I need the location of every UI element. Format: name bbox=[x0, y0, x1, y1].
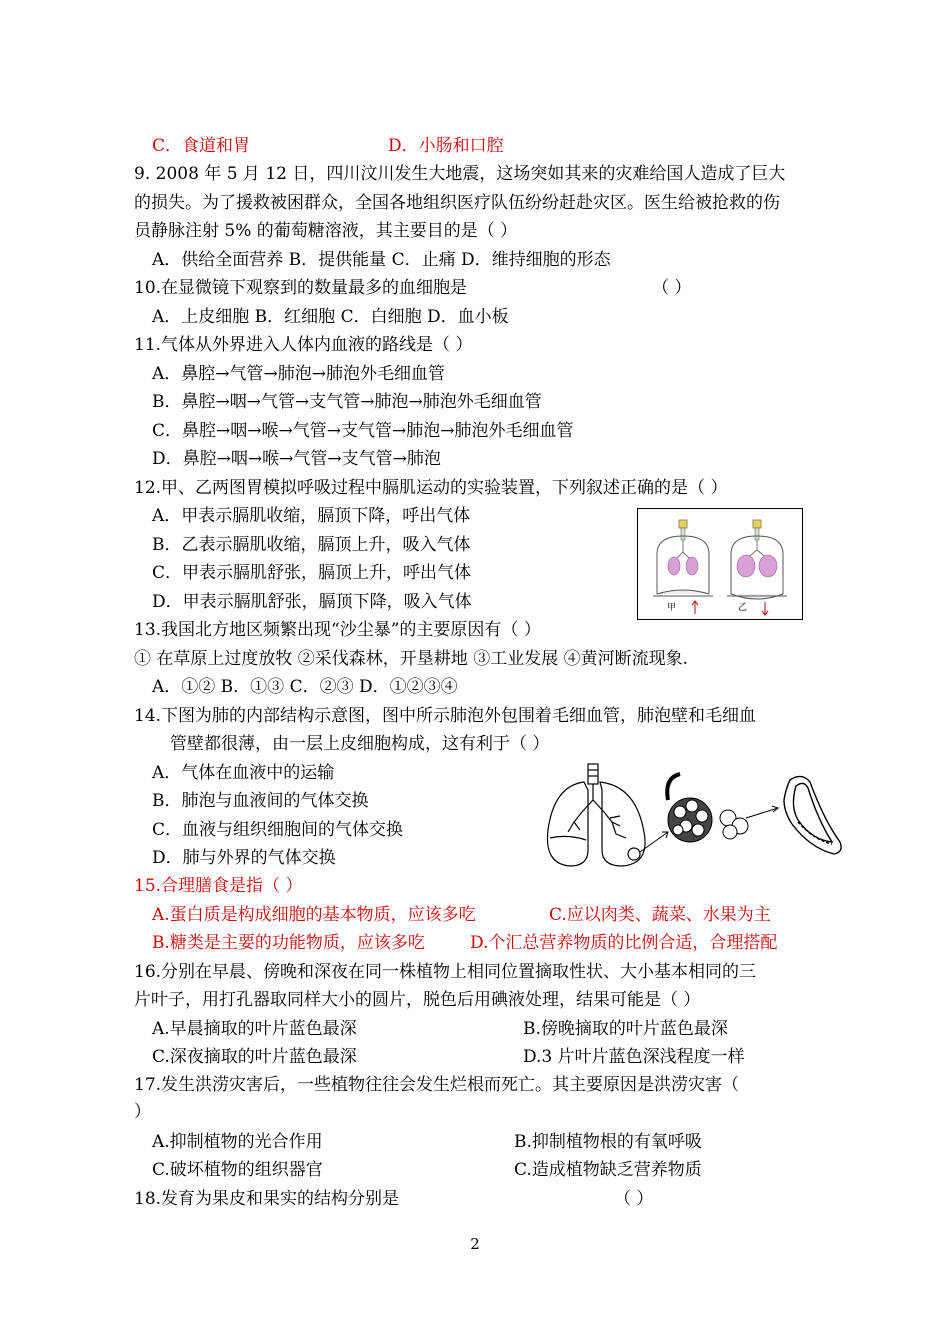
q16-stem-line1: 16.分别在早晨、傍晚和深夜在同一株植物上相同位置摘取性状、大小基本相同的三 bbox=[134, 962, 757, 982]
page-number: 2 bbox=[470, 1235, 480, 1253]
q9-stem-line2: 的损失。为了援救被困群众，全国各地组织医疗队伍纷纷赶赴灾区。医生给被抢救的伤 bbox=[134, 193, 780, 213]
q14-option-a: A．气体在血液中的运输 bbox=[152, 763, 335, 783]
bell-jar-diagram bbox=[637, 508, 803, 620]
q14-option-b: B．肺泡与血液间的气体交换 bbox=[152, 791, 369, 811]
q17-stem-line1: 17.发生洪涝灾害后，一些植物往往会发生烂根而死亡。其主要原因是洪涝灾害（ bbox=[134, 1075, 740, 1095]
fig-label-right: 乙 bbox=[738, 603, 748, 613]
q10-options: A．上皮细胞 B．红细胞 C．白细胞 D．血小板 bbox=[152, 307, 509, 327]
q16-stem-line2: 片叶子，用打孔器取同样大小的圆片，脱色后用碘液处理，结果可能是（ ） bbox=[134, 990, 701, 1010]
q14-stem-line2: 管壁都很薄，由一层上皮细胞构成，这有利于（ ） bbox=[170, 734, 550, 754]
q17-option-a: A.抑制植物的光合作用 bbox=[152, 1132, 323, 1152]
q16-option-c: C.深夜摘取的叶片蓝色最深 bbox=[152, 1047, 357, 1067]
q8-option-c: C．食道和胃 bbox=[152, 136, 251, 156]
q11-option-b: B．鼻腔→咽→气管→支气管→肺泡→肺泡外毛细血管 bbox=[152, 392, 542, 412]
alveoli-cluster bbox=[667, 774, 748, 842]
q9-options: A．供给全面营养 B．提供能量 C．止痛 D．维持细胞的形态 bbox=[152, 250, 611, 270]
q15-stem: 15.合理膳食是指（ ） bbox=[134, 876, 303, 896]
q17-option-c: C.破坏植物的组织器官 bbox=[152, 1160, 323, 1180]
lung-structure-diagram bbox=[540, 760, 852, 870]
lungs-outline bbox=[547, 764, 645, 866]
q10-stem: 10.在显微镜下观察到的数量最多的血细胞是 bbox=[134, 278, 468, 298]
q11-stem: 11.气体从外界进入人体内血液的路线是（ ） bbox=[134, 335, 473, 355]
fig-label-left: 甲 bbox=[667, 603, 677, 613]
q8-option-d: D．小肠和口腔 bbox=[388, 136, 504, 156]
q11-option-a: A．鼻腔→气管→肺泡→肺泡外毛细血管 bbox=[152, 364, 446, 384]
q18-paren: （ ） bbox=[614, 1189, 654, 1209]
q16-option-b: B.傍晚摘取的叶片蓝色最深 bbox=[523, 1019, 728, 1039]
q18-stem: 18.发育为果皮和果实的结构分别是 bbox=[134, 1189, 400, 1209]
q17-option-b: B.抑制植物根的有氧呼吸 bbox=[514, 1132, 702, 1152]
q9-stem-line3: 员静脉注射 5% 的葡萄糖溶液，其主要目的是（ ） bbox=[134, 221, 518, 241]
q16-option-a: A.早晨摘取的叶片蓝色最深 bbox=[152, 1019, 357, 1039]
q17-option-d: C.造成植物缺乏营养物质 bbox=[514, 1160, 702, 1180]
q14-option-c: C．血液与组织细胞间的气体交换 bbox=[152, 820, 404, 840]
q9-stem-line1: 9. 2008 年 5 月 12 日，四川汶川发生大地震，这场突如其来的灾难给国人造成了巨大 bbox=[134, 164, 786, 184]
q12-option-c: C．甲表示膈肌舒张，膈顶上升，呼出气体 bbox=[152, 563, 472, 583]
q12-option-b: B．乙表示膈肌收缩，膈顶上升，吸入气体 bbox=[152, 535, 471, 555]
q12-stem: 12.甲、乙两图胃模拟呼吸过程中膈肌运动的实验装置，下列叙述正确的是（ ） bbox=[134, 478, 728, 498]
q15-option-b: B.糖类是主要的功能物质，应该多吃 bbox=[152, 933, 425, 953]
q13-stem: 13.我国北方地区频繁出现“沙尘暴”的主要原因有（ ） bbox=[134, 620, 541, 640]
alveolus-capillary bbox=[784, 776, 841, 854]
q12-option-a: A．甲表示膈肌收缩，膈顶下降，呼出气体 bbox=[152, 506, 471, 526]
q17-stem-line2: ） bbox=[134, 1102, 151, 1122]
q11-option-c: C．鼻腔→咽→喉→气管→支气管→肺泡→肺泡外毛细血管 bbox=[152, 421, 574, 441]
q15-option-d: D.个汇总营养物质的比例合适，合理搭配 bbox=[470, 933, 778, 953]
q10-paren: （ ） bbox=[652, 278, 692, 298]
q13-options: A．①② B．①③ C．②③ D．①②③④ bbox=[152, 677, 458, 697]
q14-stem-line1: 14.下图为肺的内部结构示意图，图中所示肺泡外包围着毛细血管，肺泡壁和毛细血 bbox=[134, 706, 757, 726]
q15-option-c: C.应以肉类、蔬菜、水果为主 bbox=[549, 905, 771, 925]
q13-statements: ① 在草原上过度放牧 ②采伐森林，开垦耕地 ③工业发展 ④黄河断流现象. bbox=[134, 649, 689, 669]
q11-option-d: D．鼻腔→咽→喉→气管→支气管→肺泡 bbox=[152, 449, 441, 469]
q16-option-d: D.3 片叶片蓝色深浅程度一样 bbox=[523, 1047, 745, 1067]
q14-option-d: D．肺与外界的气体交换 bbox=[152, 848, 336, 868]
q12-option-d: D．甲表示膈肌舒张，膈顶下降，吸入气体 bbox=[152, 592, 472, 612]
q15-option-a: A.蛋白质是构成细胞的基本物质，应该多吃 bbox=[152, 905, 476, 925]
